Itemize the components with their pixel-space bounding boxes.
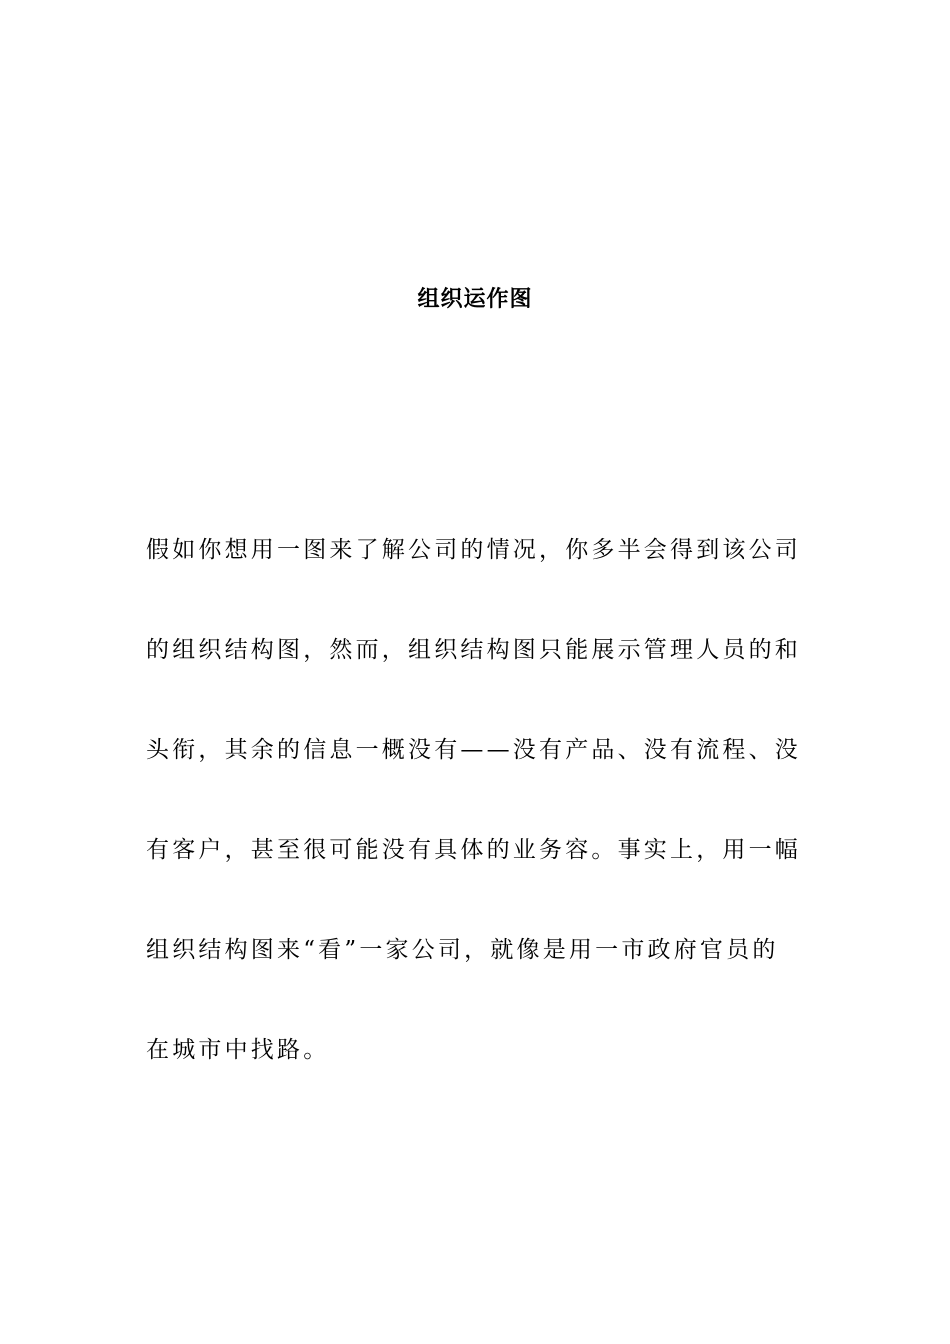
paragraph-line: 有客户，甚至很可能没有具体的业务容。事实上，用一幅 — [146, 837, 801, 863]
paragraph-line: 假如你想用一图来了解公司的情况，你多半会得到该公司 — [146, 537, 801, 563]
body-paragraph — [146, 532, 801, 1132]
paragraph-line: 组织结构图来“看”一家公司，就像是用一市政府官员的 — [146, 937, 779, 963]
paragraph-line: 的组织结构图，然而，组织结构图只能展示管理人员的和 — [146, 637, 801, 663]
paragraph-line: 头衔，其余的信息一概没有——没有产品、没有流程、没 — [146, 737, 801, 763]
paragraph-line: 在城市中找路。 — [146, 1037, 330, 1063]
document-title: 组织运作图 — [417, 287, 533, 312]
